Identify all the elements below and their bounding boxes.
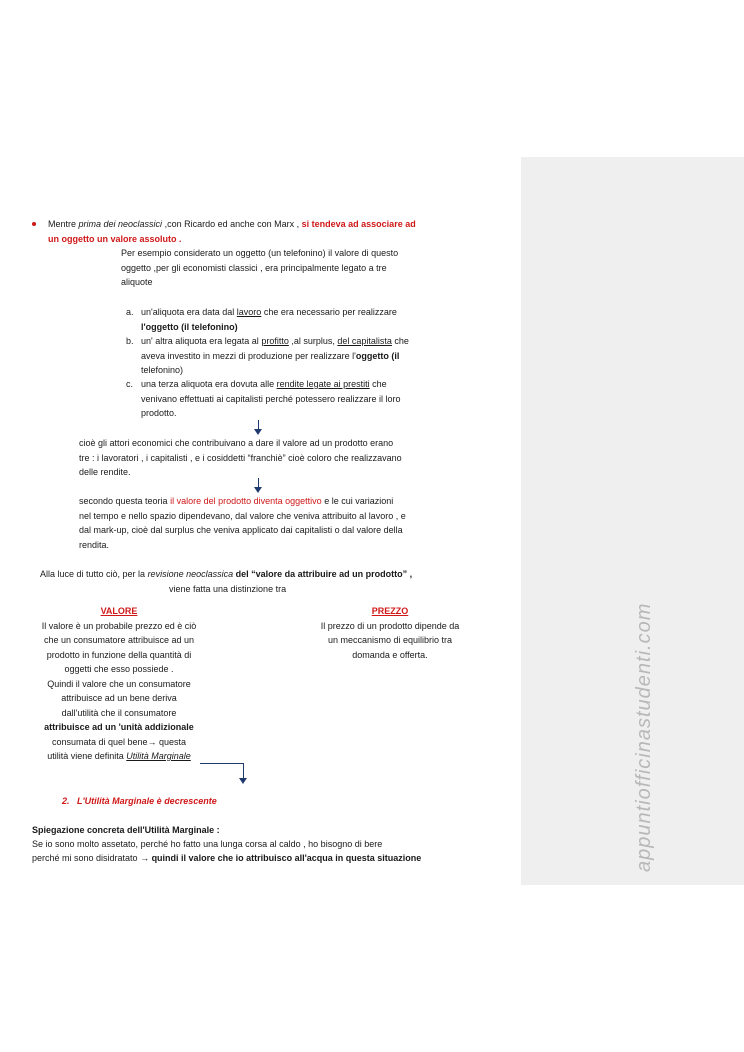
down-arrow-icon xyxy=(254,420,264,435)
valore-heading: VALORE xyxy=(100,606,138,616)
intro-line-1: Mentre prima dei neoclassici ,con Ricardo ed anche con Marx , si tendeva ad associare ad xyxy=(48,219,416,229)
prezzo-heading: PREZZO xyxy=(371,606,409,616)
watermark: appuntiofficinastudenti.com xyxy=(633,602,655,872)
prezzo-column: PREZZO Il prezzo di un prodotto dipende da un meccanismo di equilibrio tra domanda e offerta. xyxy=(295,604,485,662)
spiegazione-title: Spiegazione concreta dell'Utilità Marginale : xyxy=(32,825,220,835)
list-item-c: una terza aliquota era dovuta alle rendite legate ai prestiti che venivano effettuati ai capitalisti perché potessero realizzare il loro prodotto. xyxy=(141,379,401,418)
neo-line-1: Alla luce di tutto ciò, per la revisione neoclassica del “valore da attribuire ad un prodotto” , xyxy=(40,569,413,579)
example-paragraph: Per esempio considerato un oggetto (un telefonino) il valore di questo oggetto ,per gli economisti classici , era principalmente legato a tre aliquote xyxy=(121,248,399,287)
spiegazione-line-1: Se io sono molto assetato, perché ho fatto una lunga corsa al caldo , ho bisogno di bere xyxy=(32,839,383,849)
connector-line xyxy=(200,763,244,764)
right-arrow-icon: → xyxy=(147,736,157,747)
theory-paragraph: secondo questa teoria il valore del prodotto diventa oggettivo e le cui variazioni nel tempo e nello spazio dipendevano, dal valore che veniva attribuito al lavoro , e dal mark-up, cioè dal surplus che veniva applicato dai capitalisti o dal valore della rendita. xyxy=(79,496,406,550)
intro-line-2: un oggetto un valore assoluto . xyxy=(48,234,182,244)
list-item-b: un' altra aliquota era legata al profitto ,al surplus, del capitalista che aveva investito in mezzi di produzione per realizzare l'oggetto (il telefonino) xyxy=(141,336,409,375)
list-marker-b: b. xyxy=(126,336,134,346)
spiegazione-line-2: perché mi sono disidratato → quindi il valore che io attribuisco all'acqua in questa situazione xyxy=(32,853,422,863)
list-marker-c: c. xyxy=(126,379,134,389)
down-arrow-icon xyxy=(239,763,249,785)
right-arrow-icon: → xyxy=(140,853,150,863)
valore-column: VALORE Il valore è un probabile prezzo ed è ciò che un consumatore attribuisce ad un prodotto in funzione della quantità di oggetti che esso possiede . Quindi il valore che un consumatore attribuisce ad un bene deriva dall'utilità che il consumatore attribuisce ad un 'unità addizionale consumata di quel bene→ questa utilità viene definita Utilità Marginale xyxy=(24,604,214,764)
section-2-heading: 2. L'Utilità Marginale è decrescente xyxy=(62,796,217,806)
bullet-icon xyxy=(32,222,36,226)
list-item-a: un'aliquota era data dal lavoro che era necessario per realizzare l'oggetto (il telefonino) xyxy=(141,307,397,332)
list-marker-a: a. xyxy=(126,307,134,317)
neo-line-2: viene fatta una distinzione tra xyxy=(169,584,287,594)
down-arrow-icon xyxy=(254,478,264,493)
actors-paragraph: cioè gli attori economici che contribuivano a dare il valore ad un prodotto erano tre : i lavoratori , i capitalisti , e i cosiddetti “franchiè” cioè coloro che realizzavano delle rendite. xyxy=(79,438,402,477)
